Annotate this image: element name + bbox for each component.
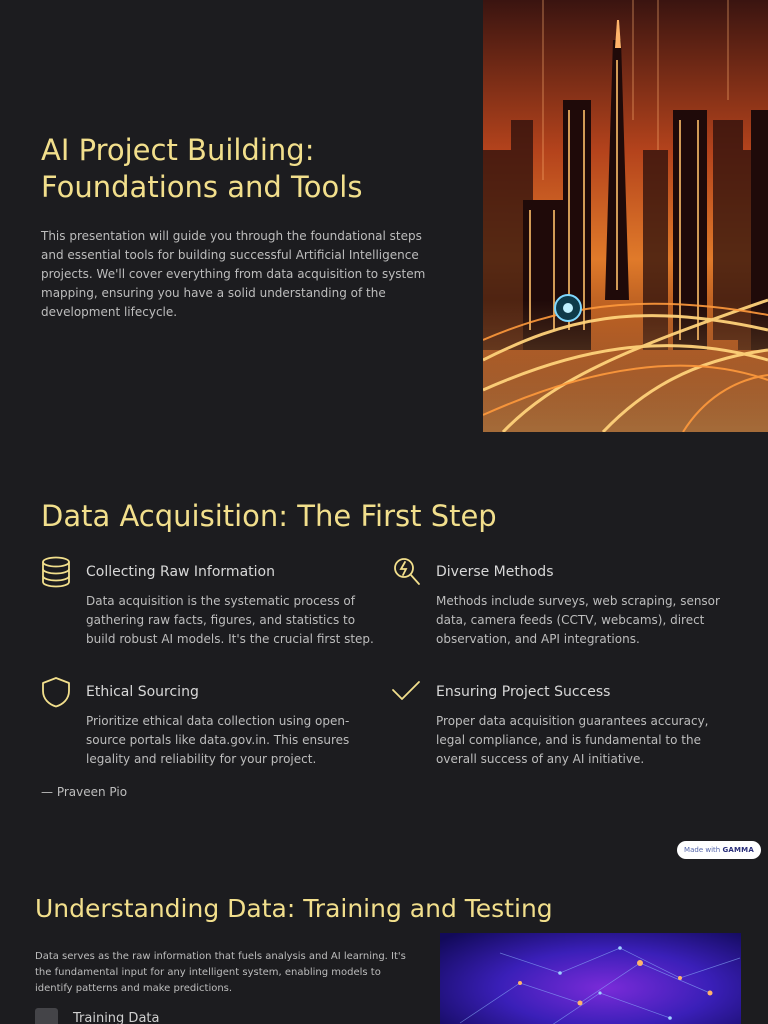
training-testing-slide <box>0 878 768 1024</box>
title-slide <box>0 0 768 432</box>
item-label: Training Data <box>73 1011 160 1024</box>
gamma-logo: GAMMA <box>722 846 754 854</box>
slide-description: Data serves as the raw information that fuels analysis and AI learning. It's the fundamental input for any intelligent system, enabling models to identify patterns and make predictions. <box>35 951 406 994</box>
slide-description: This presentation will guide you through the foundational steps and essential tools for building successful Artificial Intelligence projects. We'll cover everything from data acquisition to system mapping, ensuring you have a solid understanding of the development lifecycle. <box>41 229 426 319</box>
search-tools-icon <box>391 556 421 588</box>
feature-heading: Ensuring Project Success <box>436 684 611 700</box>
badge-prefix: Made with <box>684 846 721 854</box>
slide-title: Understanding Data: Training and Testing <box>35 894 553 923</box>
feature-heading: Diverse Methods <box>436 564 554 580</box>
feature-text: Proper data acquisition guarantees accuracy, legal compliance, and is fundamental to the overall success of any AI initiative. <box>436 714 709 766</box>
feature-text: Methods include surveys, web scraping, sensor data, camera feeds (CCTV, webcams), direct observation, and API integrations. <box>436 594 720 646</box>
made-with-gamma-badge[interactable] <box>677 841 761 859</box>
author-credit: — Praveen Pio <box>41 785 128 799</box>
feature-text: Data acquisition is the systematic process of gathering raw facts, figures, and statistics to build robust AI models. It's the crucial first step. <box>86 594 374 646</box>
slide-title: AI Project Building: Foundations and Tools <box>41 133 363 204</box>
feature-heading: Collecting Raw Information <box>86 564 275 580</box>
database-icon <box>41 556 71 588</box>
check-icon <box>391 676 421 708</box>
slide-title: Data Acquisition: The First Step <box>41 499 497 533</box>
item-marker <box>35 1008 58 1024</box>
feature-text: Prioritize ethical data collection using open-source portals like data.gov.in. This ensures legality and reliability for your project. <box>86 714 350 766</box>
feature-heading: Ethical Sourcing <box>86 684 199 700</box>
shield-icon <box>41 676 71 708</box>
data-acquisition-slide <box>0 448 768 862</box>
city-hero-image <box>483 0 768 432</box>
network-image <box>440 933 741 1024</box>
